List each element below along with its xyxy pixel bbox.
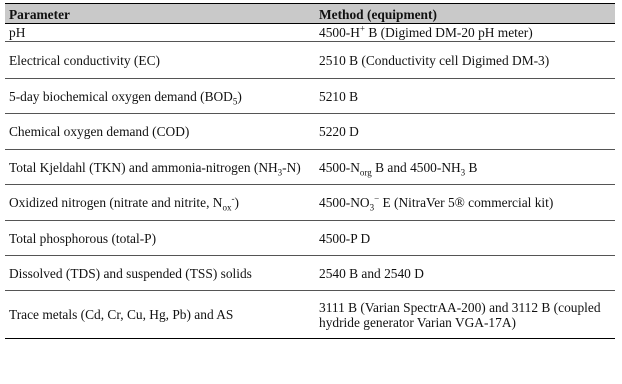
method-cell bbox=[315, 114, 615, 150]
method-subscript: org bbox=[359, 167, 372, 178]
parameter-text: Electrical conductivity (EC) bbox=[9, 52, 160, 68]
parameter-text: Oxidized nitrogen (nitrate and nitrite, N bbox=[9, 195, 223, 210]
parameter-cell bbox=[5, 79, 315, 114]
table-row bbox=[5, 221, 615, 256]
parameter-cell bbox=[5, 114, 315, 150]
table-row bbox=[5, 79, 615, 114]
table-row bbox=[5, 291, 615, 339]
method-text-tail: E (NitraVer 5® commercial kit) bbox=[379, 195, 554, 210]
method-text: 4500-H bbox=[319, 25, 360, 40]
table-row bbox=[5, 24, 615, 42]
parameter-text-tail: ) bbox=[237, 88, 242, 104]
parameter-cell bbox=[5, 221, 315, 256]
parameter-superscript: - bbox=[231, 193, 235, 204]
method-cell bbox=[315, 291, 615, 339]
method-text: 5220 D bbox=[319, 124, 359, 139]
method-text: 3111 B (Varian SpectrAA-200) and 3112 B (coupled hydride generator Varian VGA-17A) bbox=[319, 299, 601, 330]
method-cell bbox=[315, 24, 615, 42]
method-cell bbox=[315, 256, 615, 291]
parameter-text: Trace metals (Cd, Cr, Cu, Hg, Pb) and AS bbox=[9, 307, 234, 322]
method-text-tail: B (Digimed DM-20 pH meter) bbox=[365, 25, 533, 40]
parameter-text-tail: -N) bbox=[282, 159, 301, 175]
header-row bbox=[5, 4, 615, 24]
method-cell bbox=[315, 150, 615, 185]
method-subscript: 3 bbox=[369, 202, 375, 213]
method-text: 4500-P D bbox=[319, 230, 371, 246]
method-text: 4500-NO bbox=[319, 195, 370, 210]
table-row bbox=[5, 150, 615, 185]
method-cell bbox=[315, 42, 615, 79]
method-subscript-2: 3 bbox=[460, 167, 466, 178]
parameters-table bbox=[5, 3, 615, 339]
parameter-subscript: 3 bbox=[277, 167, 283, 178]
parameter-subscript: 5 bbox=[232, 96, 238, 107]
parameter-text: Total Kjeldahl (TKN) and ammonia-nitrogen (NH bbox=[9, 159, 278, 175]
method-cell bbox=[315, 79, 615, 114]
method-text: 5210 B bbox=[319, 88, 359, 104]
parameter-cell bbox=[5, 291, 315, 339]
parameter-cell bbox=[5, 24, 315, 42]
table-row bbox=[5, 256, 615, 291]
header-parameter: Parameter bbox=[5, 4, 315, 24]
parameter-subscript: ox bbox=[222, 202, 232, 213]
method-superscript: − bbox=[374, 193, 380, 204]
method-text-mid: B and 4500-NH bbox=[371, 159, 461, 175]
table-row bbox=[5, 185, 615, 221]
method-superscript: + bbox=[359, 23, 365, 34]
table-header bbox=[5, 4, 615, 24]
table-row bbox=[5, 114, 615, 150]
parameter-text: 5-day biochemical oxygen demand (BOD bbox=[9, 88, 233, 104]
method-text-tail: B bbox=[465, 159, 478, 175]
method-cell bbox=[315, 221, 615, 256]
method-text: 4500-N bbox=[319, 159, 360, 175]
parameter-cell bbox=[5, 185, 315, 221]
method-cell bbox=[315, 185, 615, 221]
parameter-cell bbox=[5, 256, 315, 291]
table-body bbox=[5, 24, 615, 339]
method-text: 2510 B (Conductivity cell Digimed DM-3) bbox=[319, 52, 550, 68]
parameter-text-tail: ) bbox=[234, 195, 239, 210]
parameter-cell bbox=[5, 150, 315, 185]
parameter-cell bbox=[5, 42, 315, 79]
header-method: Method (equipment) bbox=[315, 4, 615, 24]
parameter-text: pH bbox=[9, 25, 26, 40]
parameter-text: Chemical oxygen demand (COD) bbox=[9, 124, 190, 139]
parameter-text: Total phosphorous (total-P) bbox=[9, 230, 157, 246]
method-text: 2540 B and 2540 D bbox=[319, 265, 424, 281]
table-row bbox=[5, 42, 615, 79]
parameter-text: Dissolved (TDS) and suspended (TSS) solids bbox=[9, 265, 252, 281]
